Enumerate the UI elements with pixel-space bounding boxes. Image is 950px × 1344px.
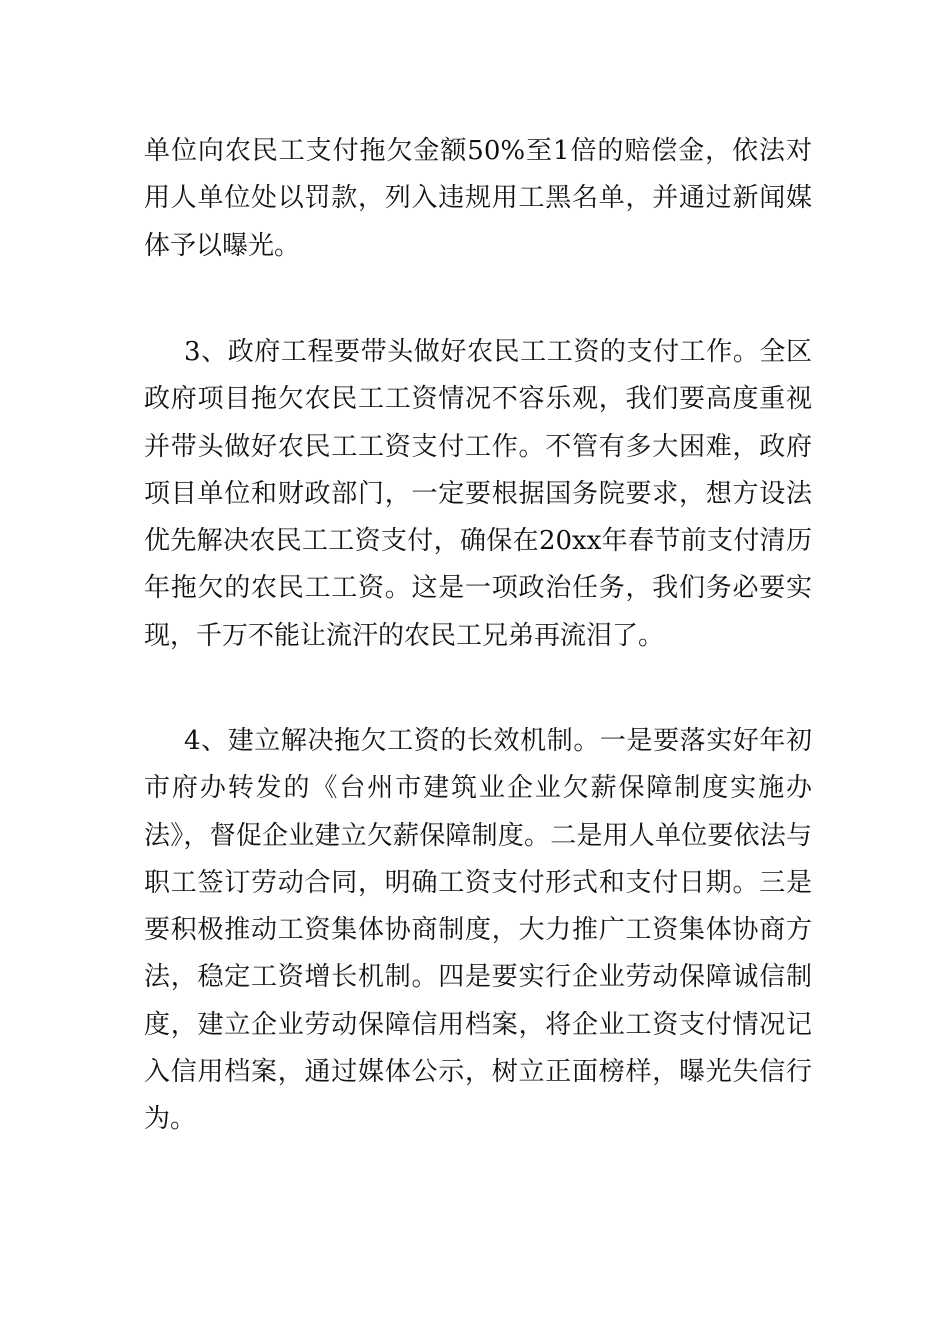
- paragraph-government-projects: 3、政府工程要带头做好农民工工资的支付工作。全区政府项目拖欠农民工工资情况不容乐观，我们要高度重视并带头做好农民工工资支付工作。不管有多大困难，政府项目单位和财政部门，一定要根据国务院要求，想方设法优先解决农民工工资支付，确保在20xx年春节前支付清历年拖欠的农民工工资。这是一项政治任务，我们务必要实现，千万不能让流汗的农民工兄弟再流泪了。: [144, 337, 812, 651]
- paragraph-compensation-penalty: 单位向农民工支付拖欠金额50%至1倍的赔偿金，依法对用人单位处以罚款，列入违规用工黑名单，并通过新闻媒体予以曝光。: [144, 136, 812, 261]
- paragraph-long-term-mechanism: 4、建立解决拖欠工资的长效机制。一是要落实好年初市府办转发的《台州市建筑业企业欠薪保障制度实施办法》，督促企业建立欠薪保障制度。二是用人单位要依法与职工签订劳动合同，明确工资支付形式和支付日期。三是要积极推动工资集体协商制度，大力推广工资集体协商方法，稳定工资增长机制。四是要实行企业劳动保障诚信制度，建立企业劳动保障信用档案，将企业工资支付情况记入信用档案，通过媒体公示，树立正面榜样，曝光失信行为。: [144, 726, 812, 1135]
